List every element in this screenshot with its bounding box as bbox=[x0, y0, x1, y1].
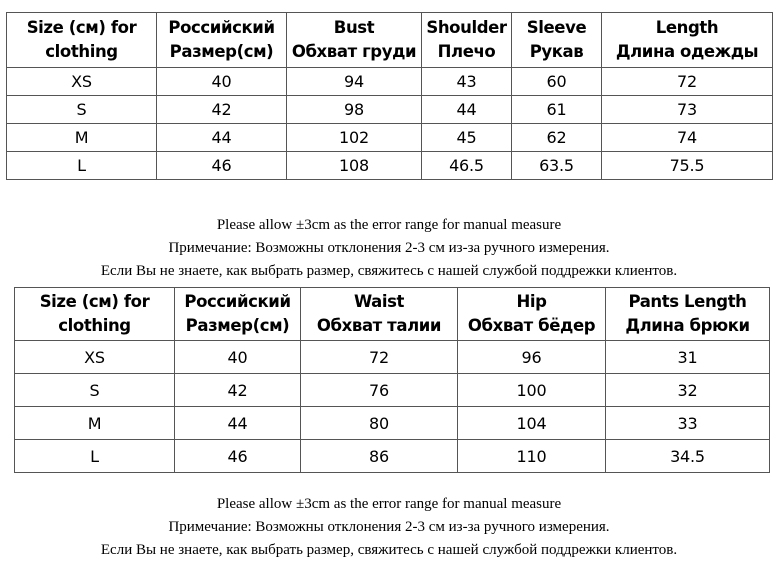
table-row bbox=[15, 440, 770, 473]
table-cell: 75.5 bbox=[602, 152, 773, 180]
waist-header: Waist Обхват талии bbox=[301, 288, 458, 341]
table-cell: 104 bbox=[458, 407, 606, 440]
table-cell: 110 bbox=[458, 440, 606, 473]
table-cell: 31 bbox=[606, 341, 770, 374]
size-header: Size (см) for clothing bbox=[7, 13, 157, 68]
table-cell: 72 bbox=[602, 68, 773, 96]
table-row bbox=[15, 374, 770, 407]
table-cell: 33 bbox=[606, 407, 770, 440]
sleeve-header: Sleeve Рукав bbox=[512, 13, 602, 68]
table-cell: 46 bbox=[157, 152, 287, 180]
table-header-row bbox=[7, 13, 773, 68]
note-line-support: Если Вы не знаете, как выбрать размер, свяжитесь с нашей службой поддрежки клиентов. bbox=[100, 263, 678, 279]
bust-header: Bust Обхват груди bbox=[287, 13, 422, 68]
table-cell: 42 bbox=[157, 96, 287, 124]
table-row bbox=[15, 407, 770, 440]
table-header-row bbox=[15, 288, 770, 341]
table-cell: 72 bbox=[301, 341, 458, 374]
table-cell: L bbox=[15, 440, 175, 473]
note-line-english: Please allow ±3cm as the error range for manual measure bbox=[216, 217, 562, 233]
upper-size-table bbox=[6, 12, 773, 180]
note-line-support: Если Вы не знаете, как выбрать размер, свяжитесь с нашей службой поддрежки клиентов. bbox=[100, 542, 678, 558]
lower-size-table bbox=[14, 287, 770, 473]
table-row bbox=[7, 96, 773, 124]
table-cell: 76 bbox=[301, 374, 458, 407]
table-cell: 98 bbox=[287, 96, 422, 124]
table-cell: XS bbox=[15, 341, 175, 374]
table-cell: 61 bbox=[512, 96, 602, 124]
table-cell: 62 bbox=[512, 124, 602, 152]
length-header: Length Длина одежды bbox=[602, 13, 773, 68]
table-cell: 96 bbox=[458, 341, 606, 374]
table-cell: 44 bbox=[175, 407, 301, 440]
table-cell: 46 bbox=[175, 440, 301, 473]
table-cell: 34.5 bbox=[606, 440, 770, 473]
table-cell: M bbox=[7, 124, 157, 152]
table-cell: 86 bbox=[301, 440, 458, 473]
size-header: Size (см) for clothing bbox=[15, 288, 175, 341]
table-cell: S bbox=[15, 374, 175, 407]
table-cell: 44 bbox=[422, 96, 512, 124]
table-cell: 40 bbox=[157, 68, 287, 96]
table-row bbox=[15, 341, 770, 374]
upper-measurement-note bbox=[0, 214, 778, 283]
shoulder-header: Shoulder Плечо bbox=[422, 13, 512, 68]
table-cell: 44 bbox=[157, 124, 287, 152]
table-cell: 42 bbox=[175, 374, 301, 407]
note-line-russian: Примечание: Возможны отклонения 2-3 см из-за ручного измерения. bbox=[168, 519, 610, 535]
table-cell: 100 bbox=[458, 374, 606, 407]
table-cell: 73 bbox=[602, 96, 773, 124]
table-row bbox=[7, 124, 773, 152]
table-cell: S bbox=[7, 96, 157, 124]
table-cell: 74 bbox=[602, 124, 773, 152]
table-cell: 80 bbox=[301, 407, 458, 440]
table-cell: L bbox=[7, 152, 157, 180]
note-line-english: Please allow ±3cm as the error range for manual measure bbox=[216, 496, 562, 512]
table-cell: 46.5 bbox=[422, 152, 512, 180]
table-cell: 63.5 bbox=[512, 152, 602, 180]
table-cell: 94 bbox=[287, 68, 422, 96]
russian-size-header: Российский Размер(см) bbox=[175, 288, 301, 341]
table-row bbox=[7, 152, 773, 180]
table-cell: 102 bbox=[287, 124, 422, 152]
table-cell: XS bbox=[7, 68, 157, 96]
russian-size-header: Российский Размер(см) bbox=[157, 13, 287, 68]
table-cell: 60 bbox=[512, 68, 602, 96]
note-line-russian: Примечание: Возможны отклонения 2-3 см из-за ручного измерения. bbox=[168, 240, 610, 256]
table-cell: 45 bbox=[422, 124, 512, 152]
table-cell: M bbox=[15, 407, 175, 440]
table-row bbox=[7, 68, 773, 96]
pants-length-header: Pants Length Длина брюки bbox=[606, 288, 770, 341]
table-cell: 43 bbox=[422, 68, 512, 96]
lower-measurement-note bbox=[0, 493, 778, 562]
table-cell: 32 bbox=[606, 374, 770, 407]
hip-header: Hip Обхват бёдер bbox=[458, 288, 606, 341]
table-cell: 40 bbox=[175, 341, 301, 374]
table-cell: 108 bbox=[287, 152, 422, 180]
